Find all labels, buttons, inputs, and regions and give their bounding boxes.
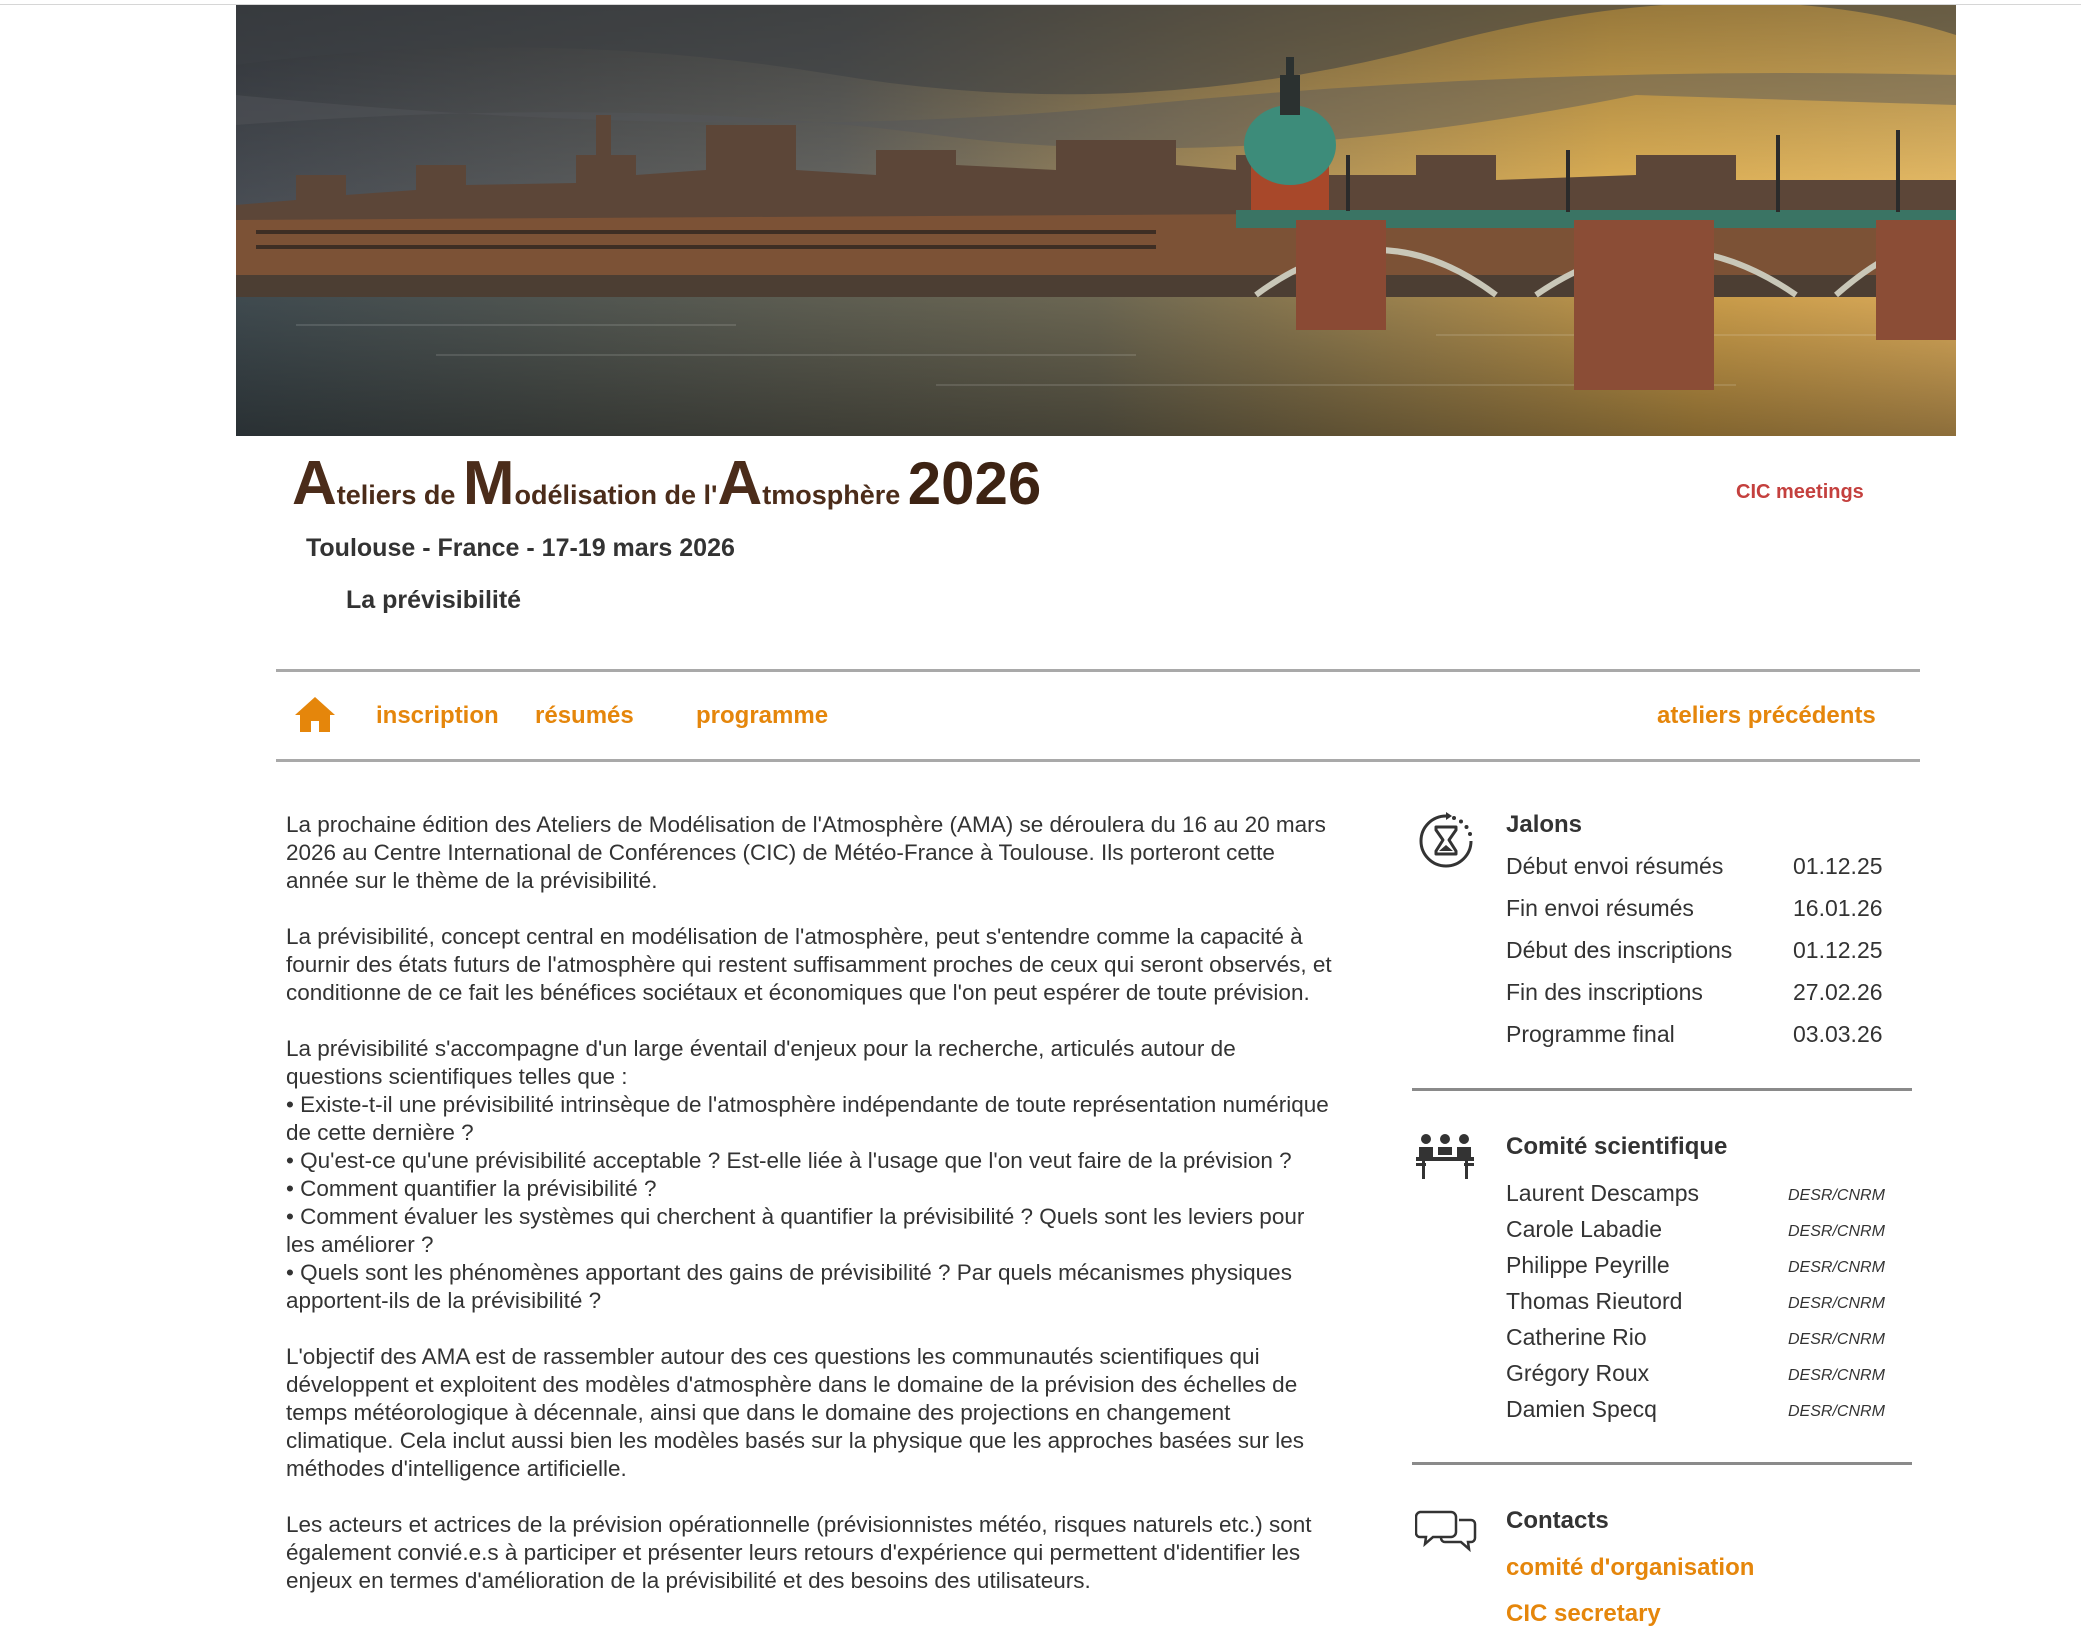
questions-intro: La prévisibilité s'accompagne d'un large éventail d'enjeux pour la recherche, articulés autour de questions scientifiques telles que :: [286, 1036, 1236, 1089]
sidebar-divider: [1412, 1462, 1912, 1465]
event-theme: La prévisibilité: [346, 586, 522, 614]
title-initial: M: [462, 449, 515, 518]
questions-block: [286, 1035, 1336, 1315]
milestone-row: [1506, 895, 1906, 927]
milestone-label: Fin des inscriptions: [1506, 979, 1703, 1005]
meeting-table-icon: [1414, 1133, 1476, 1186]
intro-paragraph: La prochaine édition des Ateliers de Modélisation de l'Atmosphère (AMA) se déroulera du 16 au 20 mars 2026 au Centre International de Conférences (CIC) de Météo-France à Toulouse. Ils porteront cette année sur le thème de la prévisibilité.: [286, 812, 1326, 893]
member-name: Thomas Rieutord: [1506, 1288, 1683, 1314]
committee-member: [1506, 1360, 1906, 1390]
committee-member: [1506, 1396, 1906, 1426]
member-affiliation: DESR/CNRM: [1788, 1295, 1885, 1312]
site-title: [292, 448, 1041, 519]
title-initial: A: [292, 449, 337, 518]
member-affiliation: DESR/CNRM: [1788, 1331, 1885, 1348]
committee-heading: Comité scientifique: [1506, 1133, 1728, 1160]
committee-member: [1506, 1324, 1906, 1354]
nav-top-divider: [276, 669, 1920, 672]
home-icon[interactable]: [293, 694, 337, 734]
member-affiliation: DESR/CNRM: [1788, 1403, 1885, 1420]
event-location-dates: Toulouse - France - 17-19 mars 2026: [306, 534, 735, 562]
member-name: Grégory Roux: [1506, 1360, 1650, 1386]
milestone-date: 01.12.25: [1793, 937, 1883, 963]
cic-meetings-link[interactable]: CIC meetings: [1736, 481, 1864, 503]
actors-paragraph: Les acteurs et actrices de la prévision opérationnelle (prévisionnistes météo, risques naturels etc.) sont également convié.e.s à participer et présenter leurs retours d'expérience qui permettent d'identifier les enjeux en termes d'amélioration de la prévisibilité et des besoins des utilisateurs.: [286, 1512, 1312, 1593]
milestone-label: Programme final: [1506, 1021, 1675, 1047]
nav-resumes[interactable]: résumés: [535, 702, 634, 729]
contacts-heading: Contacts: [1506, 1507, 1609, 1534]
title-word: odélisation de l': [514, 480, 718, 510]
question-item: • Comment évaluer les systèmes qui cherchent à quantifier la prévisibilité ? Quels sont les leviers pour les améliorer ?: [286, 1204, 1305, 1257]
cic-secretary-link[interactable]: CIC secretary: [1506, 1600, 1661, 1627]
title-year: 2026: [907, 450, 1042, 517]
definition-paragraph: La prévisibilité, concept central en modélisation de l'atmosphère, peut s'entendre comme la capacité à fournir des états futurs de l'atmosphère qui restent suffisamment proches de ceux qui seront observés, et conditionne de ce fait les bénéfices sociétaux et économiques que l'on peut espérer de toute prévision.: [286, 924, 1332, 1005]
hourglass-clock-icon: [1416, 810, 1476, 877]
nav-bottom-divider: [276, 759, 1920, 762]
organizing-committee-link[interactable]: comité d'organisation: [1506, 1554, 1755, 1581]
question-item: • Comment quantifier la prévisibilité ?: [286, 1176, 657, 1201]
milestone-date: 03.03.26: [1793, 1021, 1883, 1047]
milestone-label: Début envoi résumés: [1506, 853, 1724, 879]
milestone-date: 27.02.26: [1793, 979, 1883, 1005]
milestone-date: 01.12.25: [1793, 853, 1883, 879]
member-affiliation: DESR/CNRM: [1788, 1259, 1885, 1276]
question-item: • Qu'est-ce qu'une prévisibilité acceptable ? Est-elle liée à l'usage que l'on veut faire de la prévision ?: [286, 1148, 1292, 1173]
member-affiliation: DESR/CNRM: [1788, 1367, 1885, 1384]
nav-programme[interactable]: programme: [696, 702, 829, 729]
member-name: Philippe Peyrille: [1506, 1252, 1670, 1278]
milestone-row: [1506, 1021, 1906, 1053]
milestone-label: Début des inscriptions: [1506, 937, 1733, 963]
committee-member: [1506, 1252, 1906, 1282]
milestone-row: [1506, 937, 1906, 969]
member-affiliation: DESR/CNRM: [1788, 1187, 1885, 1204]
question-item: • Existe-t-il une prévisibilité intrinsèque de l'atmosphère indépendante de toute représentation numérique de cette dernière ?: [286, 1092, 1329, 1145]
milestones-heading: Jalons: [1506, 811, 1583, 838]
milestone-row: [1506, 853, 1906, 885]
member-name: Carole Labadie: [1506, 1216, 1663, 1242]
speech-bubbles-icon: [1415, 1508, 1477, 1557]
title-word: tmosphère: [762, 480, 908, 510]
milestone-row: [1506, 979, 1906, 1011]
question-item: • Quels sont les phénomènes apportant des gains de prévisibilité ? Par quels mécanismes physiques apportent-ils de la prévisibilité ?: [286, 1260, 1292, 1313]
committee-member: [1506, 1216, 1906, 1246]
milestone-date: 16.01.26: [1793, 895, 1883, 921]
committee-member: [1506, 1180, 1906, 1210]
member-name: Catherine Rio: [1506, 1324, 1647, 1350]
sidebar-divider: [1412, 1088, 1912, 1091]
milestone-label: Fin envoi résumés: [1506, 895, 1694, 921]
committee-member: [1506, 1288, 1906, 1318]
title-word: teliers de: [336, 480, 463, 510]
objective-paragraph: L'objectif des AMA est de rassembler autour des ces questions les communautés scientifiques qui développent et exploitent des modèles d'atmosphère dans le domaine de la prévision des échelles de temps météorologique à décennale, ainsi que dans le domaine des projections en changement climatique. Cela inclut aussi bien les modèles basés sur la physique que les approches basées sur les méthodes d'intelligence artificielle.: [286, 1344, 1305, 1481]
member-affiliation: DESR/CNRM: [1788, 1223, 1885, 1240]
header-banner-image: [236, 5, 1956, 436]
title-initial: A: [717, 449, 763, 518]
main-content: [286, 811, 1336, 1623]
member-name: Damien Specq: [1506, 1396, 1657, 1422]
nav-previous-workshops[interactable]: ateliers précédents: [1657, 702, 1876, 729]
nav-inscription[interactable]: inscription: [376, 702, 499, 729]
member-name: Laurent Descamps: [1506, 1180, 1700, 1206]
